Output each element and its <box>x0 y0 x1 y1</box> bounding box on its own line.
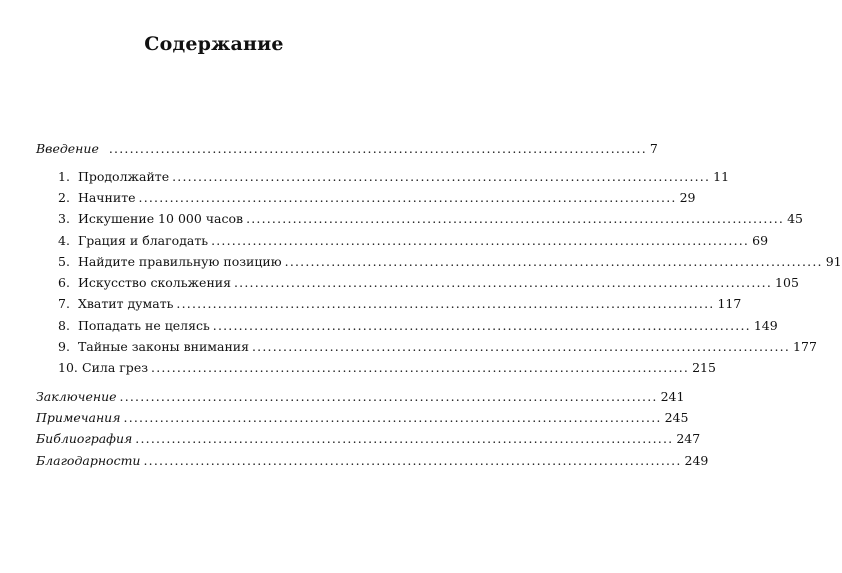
chapter-title: Искусство скольжения <box>77 275 231 290</box>
toc-intro-label: Введение <box>36 141 99 156</box>
chapter-page: 91 <box>825 254 842 269</box>
page-title: Содержание <box>144 33 284 55</box>
dot-leader: ........................................................................................................ <box>212 318 751 333</box>
toc-back-matter <box>36 431 701 446</box>
chapter-page: 177 <box>793 339 817 354</box>
dot-leader: ........................................................................................................ <box>234 275 773 290</box>
chapter-number: 4. <box>58 233 70 248</box>
dot-leader: ........................................................................................................ <box>252 339 791 354</box>
chapter-title: Продолжайте <box>77 169 170 184</box>
dot-leader: ........................................................................................................ <box>138 190 677 205</box>
chapter-page: 215 <box>692 360 716 375</box>
toc-back-matter <box>36 410 689 425</box>
toc-back-matter <box>36 453 709 468</box>
chapter-number: 3. <box>58 211 70 226</box>
dot-leader: ........................................................................................................ <box>151 360 690 375</box>
chapter-number: 10. <box>58 360 78 375</box>
chapter-number: 8. <box>58 318 70 333</box>
chapter-number: 1. <box>58 169 70 184</box>
dot-leader: ........................................................................................................ <box>176 296 715 311</box>
toc-chapter <box>58 318 778 333</box>
chapter-title: Найдите правильную позицию <box>77 254 282 269</box>
dot-leader: ........................................................................................................ <box>135 431 674 446</box>
back-matter-title: Заключение <box>36 389 117 404</box>
chapter-number: 5. <box>58 254 70 269</box>
back-matter-title: Примечания <box>36 410 121 425</box>
toc-chapter <box>58 190 696 205</box>
chapter-title: Искушение 10 000 часов <box>77 211 244 226</box>
back-matter-title: Благодарности <box>36 453 141 468</box>
chapter-page: 11 <box>713 169 730 184</box>
back-matter-title: Библиография <box>36 431 133 446</box>
back-matter-page: 241 <box>660 389 685 404</box>
dot-leader: ........................................................................................................ <box>211 233 750 248</box>
chapter-page: 69 <box>752 233 769 248</box>
chapter-number: 2. <box>58 190 70 205</box>
chapter-page: 29 <box>679 190 696 205</box>
chapter-title: Хватит думать <box>77 296 174 311</box>
dot-leader: ........................................................................................................ <box>123 410 662 425</box>
chapter-number: 9. <box>58 339 70 354</box>
dot-leader: ........................................................................................................ <box>246 211 785 226</box>
chapter-title: Сила грез <box>82 360 149 375</box>
chapter-title: Тайные законы внимания <box>77 339 249 354</box>
back-matter-page: 247 <box>676 431 701 446</box>
toc-chapter <box>58 169 730 184</box>
toc-chapter <box>58 211 804 226</box>
toc-chapter <box>58 254 842 269</box>
dot-leader: ........................................................................................................ <box>172 169 711 184</box>
toc-chapter <box>58 275 799 290</box>
toc-intro-page: 7 <box>649 141 658 156</box>
toc-intro <box>36 141 658 156</box>
toc-chapter <box>58 233 769 248</box>
toc-chapter <box>58 339 817 354</box>
chapter-page: 117 <box>717 296 742 311</box>
back-matter-page: 249 <box>684 453 709 468</box>
dot-leader: ........................................................................................................ <box>108 141 647 156</box>
chapter-title: Попадать не целясь <box>77 318 210 333</box>
chapter-page: 45 <box>787 211 804 226</box>
chapter-title: Грация и благодать <box>77 233 209 248</box>
chapter-number: 6. <box>58 275 70 290</box>
back-matter-page: 245 <box>664 410 689 425</box>
toc-chapter <box>58 360 716 375</box>
chapter-page: 149 <box>753 318 778 333</box>
dot-leader: ........................................................................................................ <box>119 389 658 404</box>
dot-leader: ........................................................................................................ <box>143 453 682 468</box>
dot-leader: ........................................................................................................ <box>284 254 823 269</box>
chapter-title: Начните <box>77 190 136 205</box>
toc-chapter <box>58 296 742 311</box>
chapter-number: 7. <box>58 296 70 311</box>
chapter-page: 105 <box>775 275 799 290</box>
toc-back-matter <box>36 389 685 404</box>
